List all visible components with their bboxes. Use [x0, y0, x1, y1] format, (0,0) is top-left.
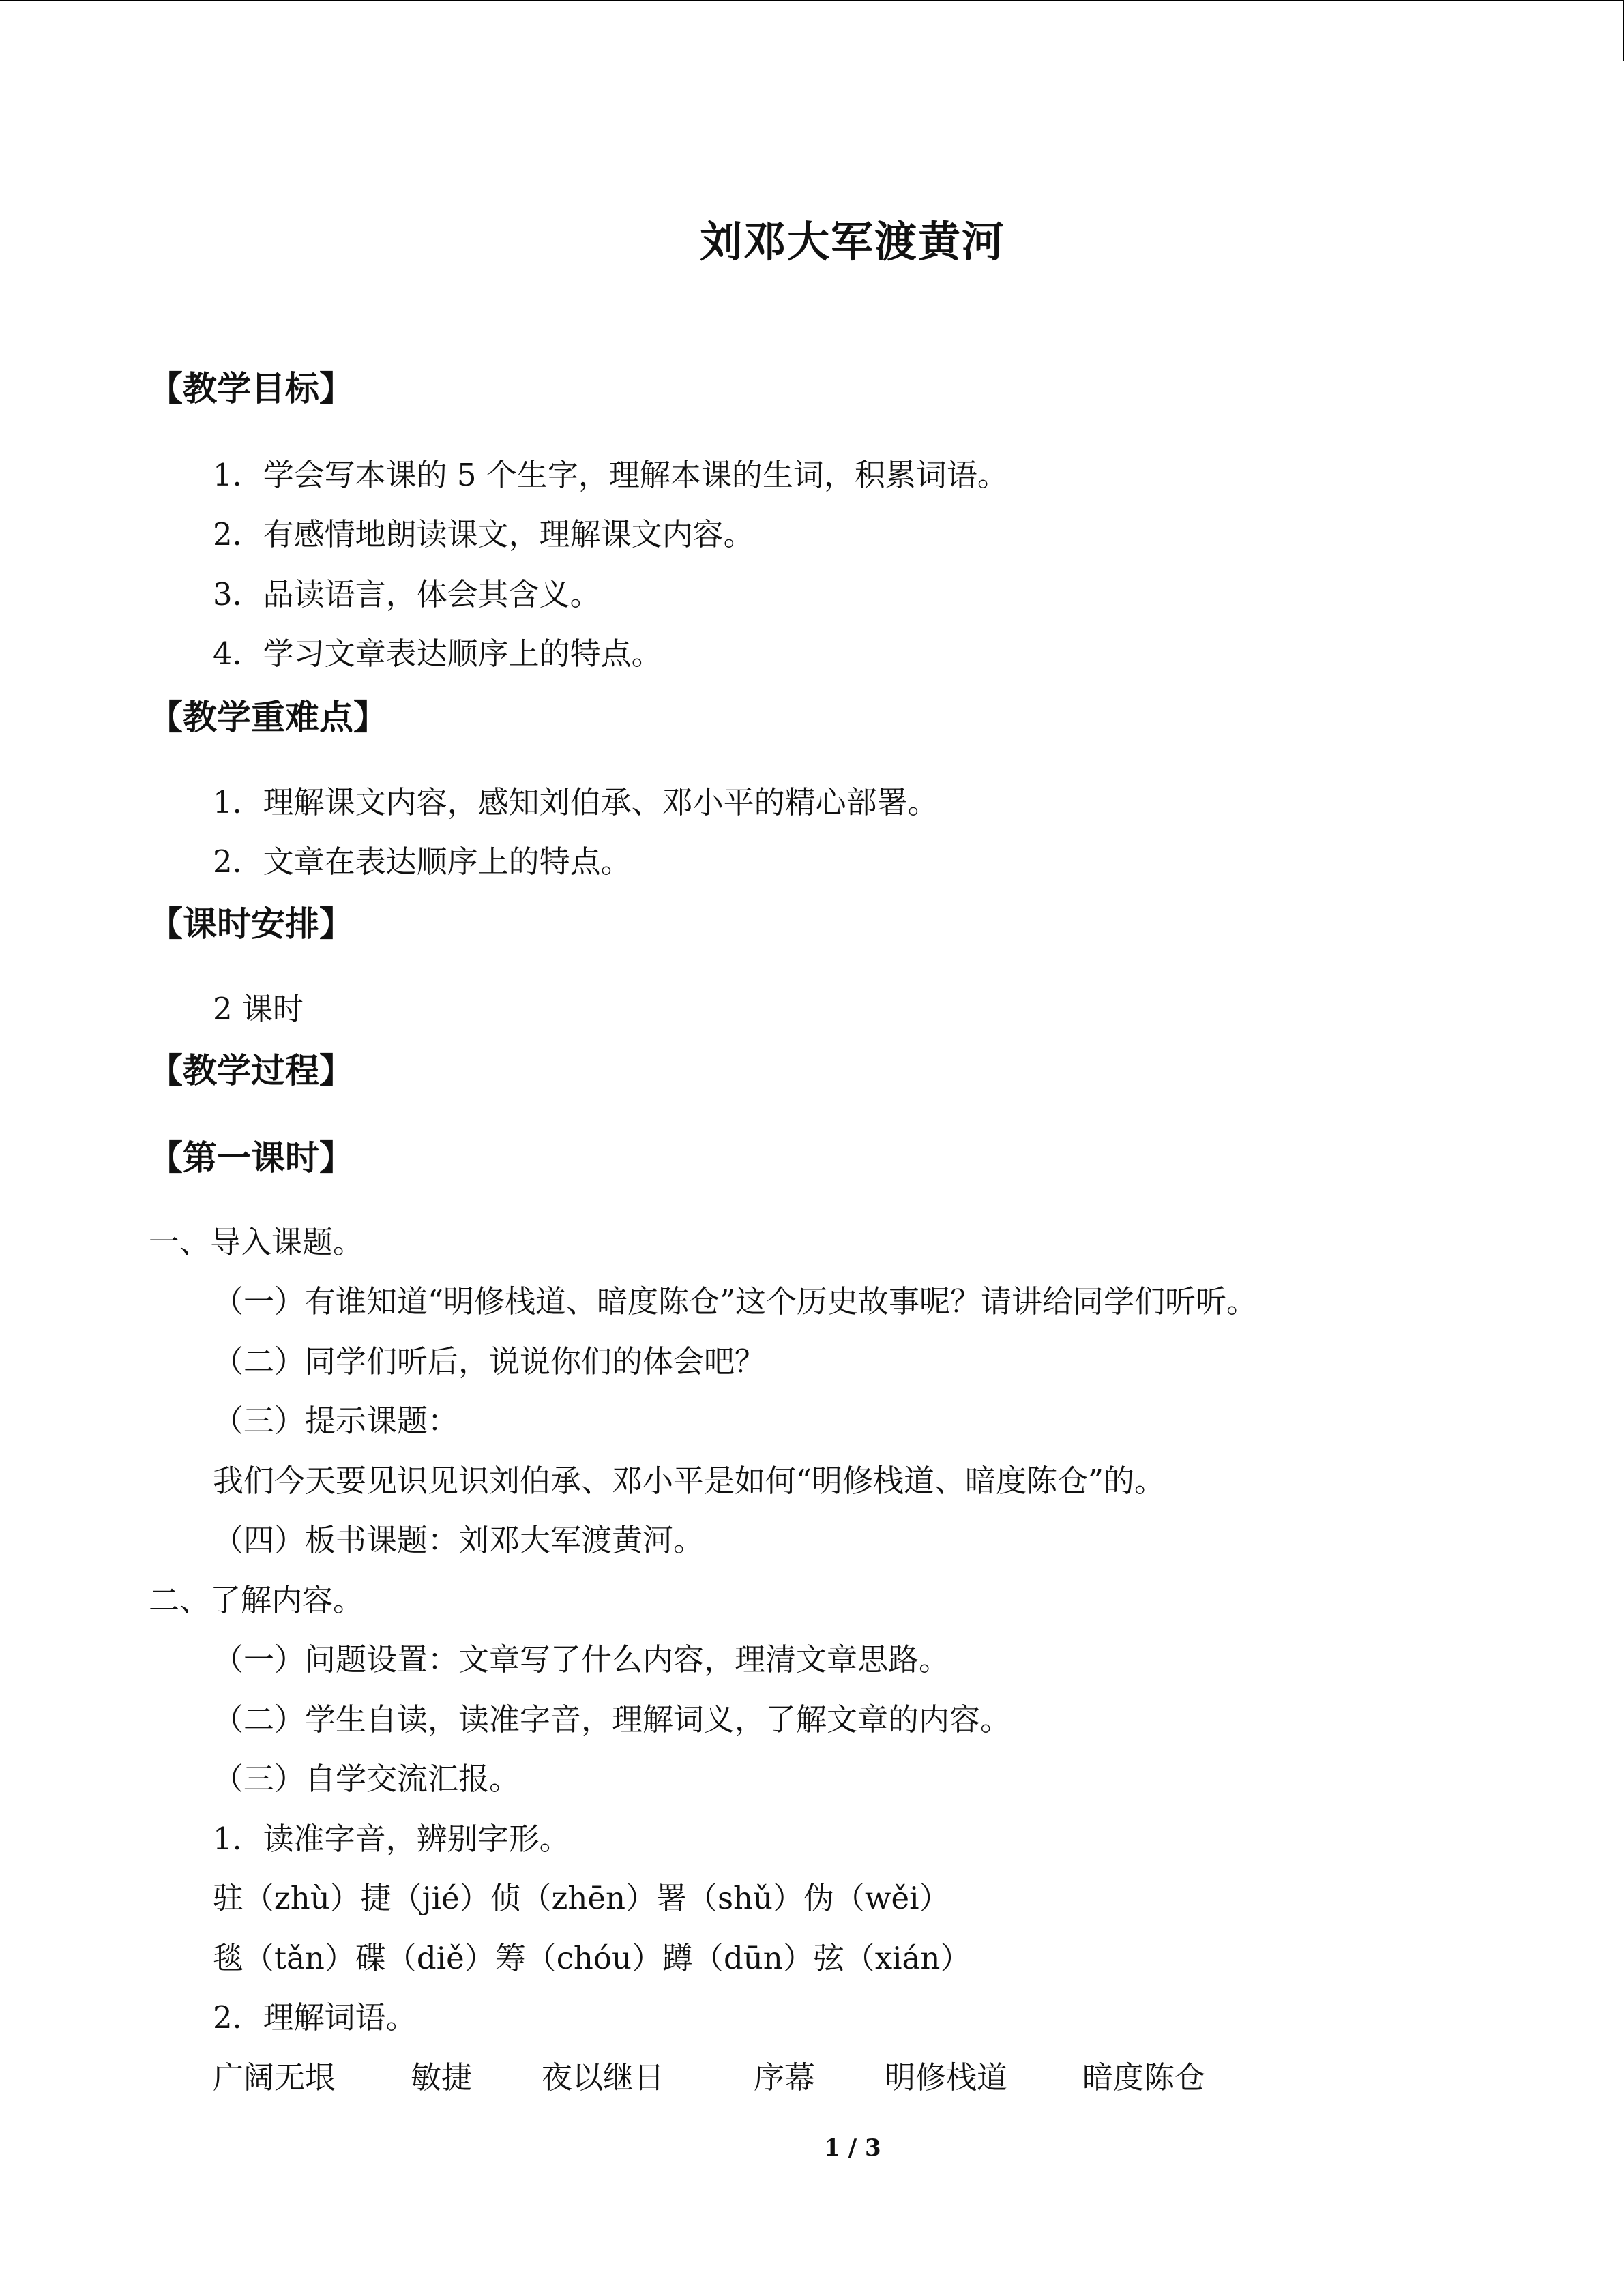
section2-item: （二）学生自读，读准字音，理解词义，了解文章的内容。 — [213, 1701, 1012, 1738]
section1-item: （一）有谁知道“明修栈道、暗度陈仓”这个历史故事呢？请讲给同学们听听。 — [213, 1283, 1258, 1320]
section1-title: 一、导入课题。 — [149, 1224, 364, 1260]
section2-item: （三）自学交流汇报。 — [213, 1761, 520, 1797]
key-point-item: 1．理解课文内容，感知刘伯承、邓小平的精心部署。 — [213, 784, 939, 820]
page-top-border — [0, 0, 1623, 1]
vocab-word: 广阔无垠 — [213, 2059, 336, 2096]
pinyin-line: 驻（zhù）捷（jié）侦（zhēn）署（shǔ）伪（wěi） — [213, 1880, 950, 1916]
section2-item: 2．理解词语。 — [213, 1999, 417, 2036]
section2-item: （一）问题设置：文章写了什么内容，理清文章思路。 — [213, 1641, 950, 1678]
section2-item: 1．读准字音，辨别字形。 — [213, 1821, 570, 1857]
key-points-heading: 【教学重难点】 — [149, 697, 387, 737]
section1-item: （二）同学们听后，说说你们的体会吧？ — [213, 1343, 766, 1380]
schedule-text: 2 课时 — [213, 991, 304, 1027]
section1-item: 我们今天要见识见识刘伯承、邓小平是如何“明修栈道、暗度陈仓”的。 — [213, 1463, 1166, 1499]
vocab-word: 敏捷 — [411, 2059, 473, 2096]
section1-item: （三）提示课题： — [213, 1403, 459, 1439]
objectives-heading: 【教学目标】 — [149, 368, 353, 408]
vocab-word: 明修栈道 — [885, 2059, 1008, 2096]
objective-item: 2．有感情地朗读课文，理解课文内容。 — [213, 516, 754, 552]
objective-item: 3．品读语言，体会其含义。 — [213, 576, 601, 612]
process-heading: 【教学过程】 — [149, 1050, 353, 1090]
schedule-heading: 【课时安排】 — [149, 904, 353, 944]
objective-item: 4．学习文章表达顺序上的特点。 — [213, 636, 662, 672]
objective-item: 1．学会写本课的 5 个生字，理解本课的生词，积累词语。 — [213, 457, 1008, 493]
pinyin-line: 毯（tǎn）碟（diě）筹（chóu）蹲（dūn）弦（xián） — [213, 1940, 971, 1976]
section2-title: 二、了解内容。 — [149, 1582, 364, 1618]
key-point-item: 2．文章在表达顺序上的特点。 — [213, 844, 632, 880]
vocab-word: 暗度陈仓 — [1082, 2059, 1206, 2096]
vocab-word: 序幕 — [754, 2059, 816, 2096]
document-title: 刘邓大军渡黄河 — [699, 217, 1005, 267]
page-number: 1 / 3 — [824, 2134, 881, 2162]
section1-item: （四）板书课题：刘邓大军渡黄河。 — [213, 1522, 705, 1558]
lesson1-heading: 【第一课时】 — [149, 1137, 353, 1178]
vocab-word: 夜以继日 — [542, 2059, 665, 2096]
